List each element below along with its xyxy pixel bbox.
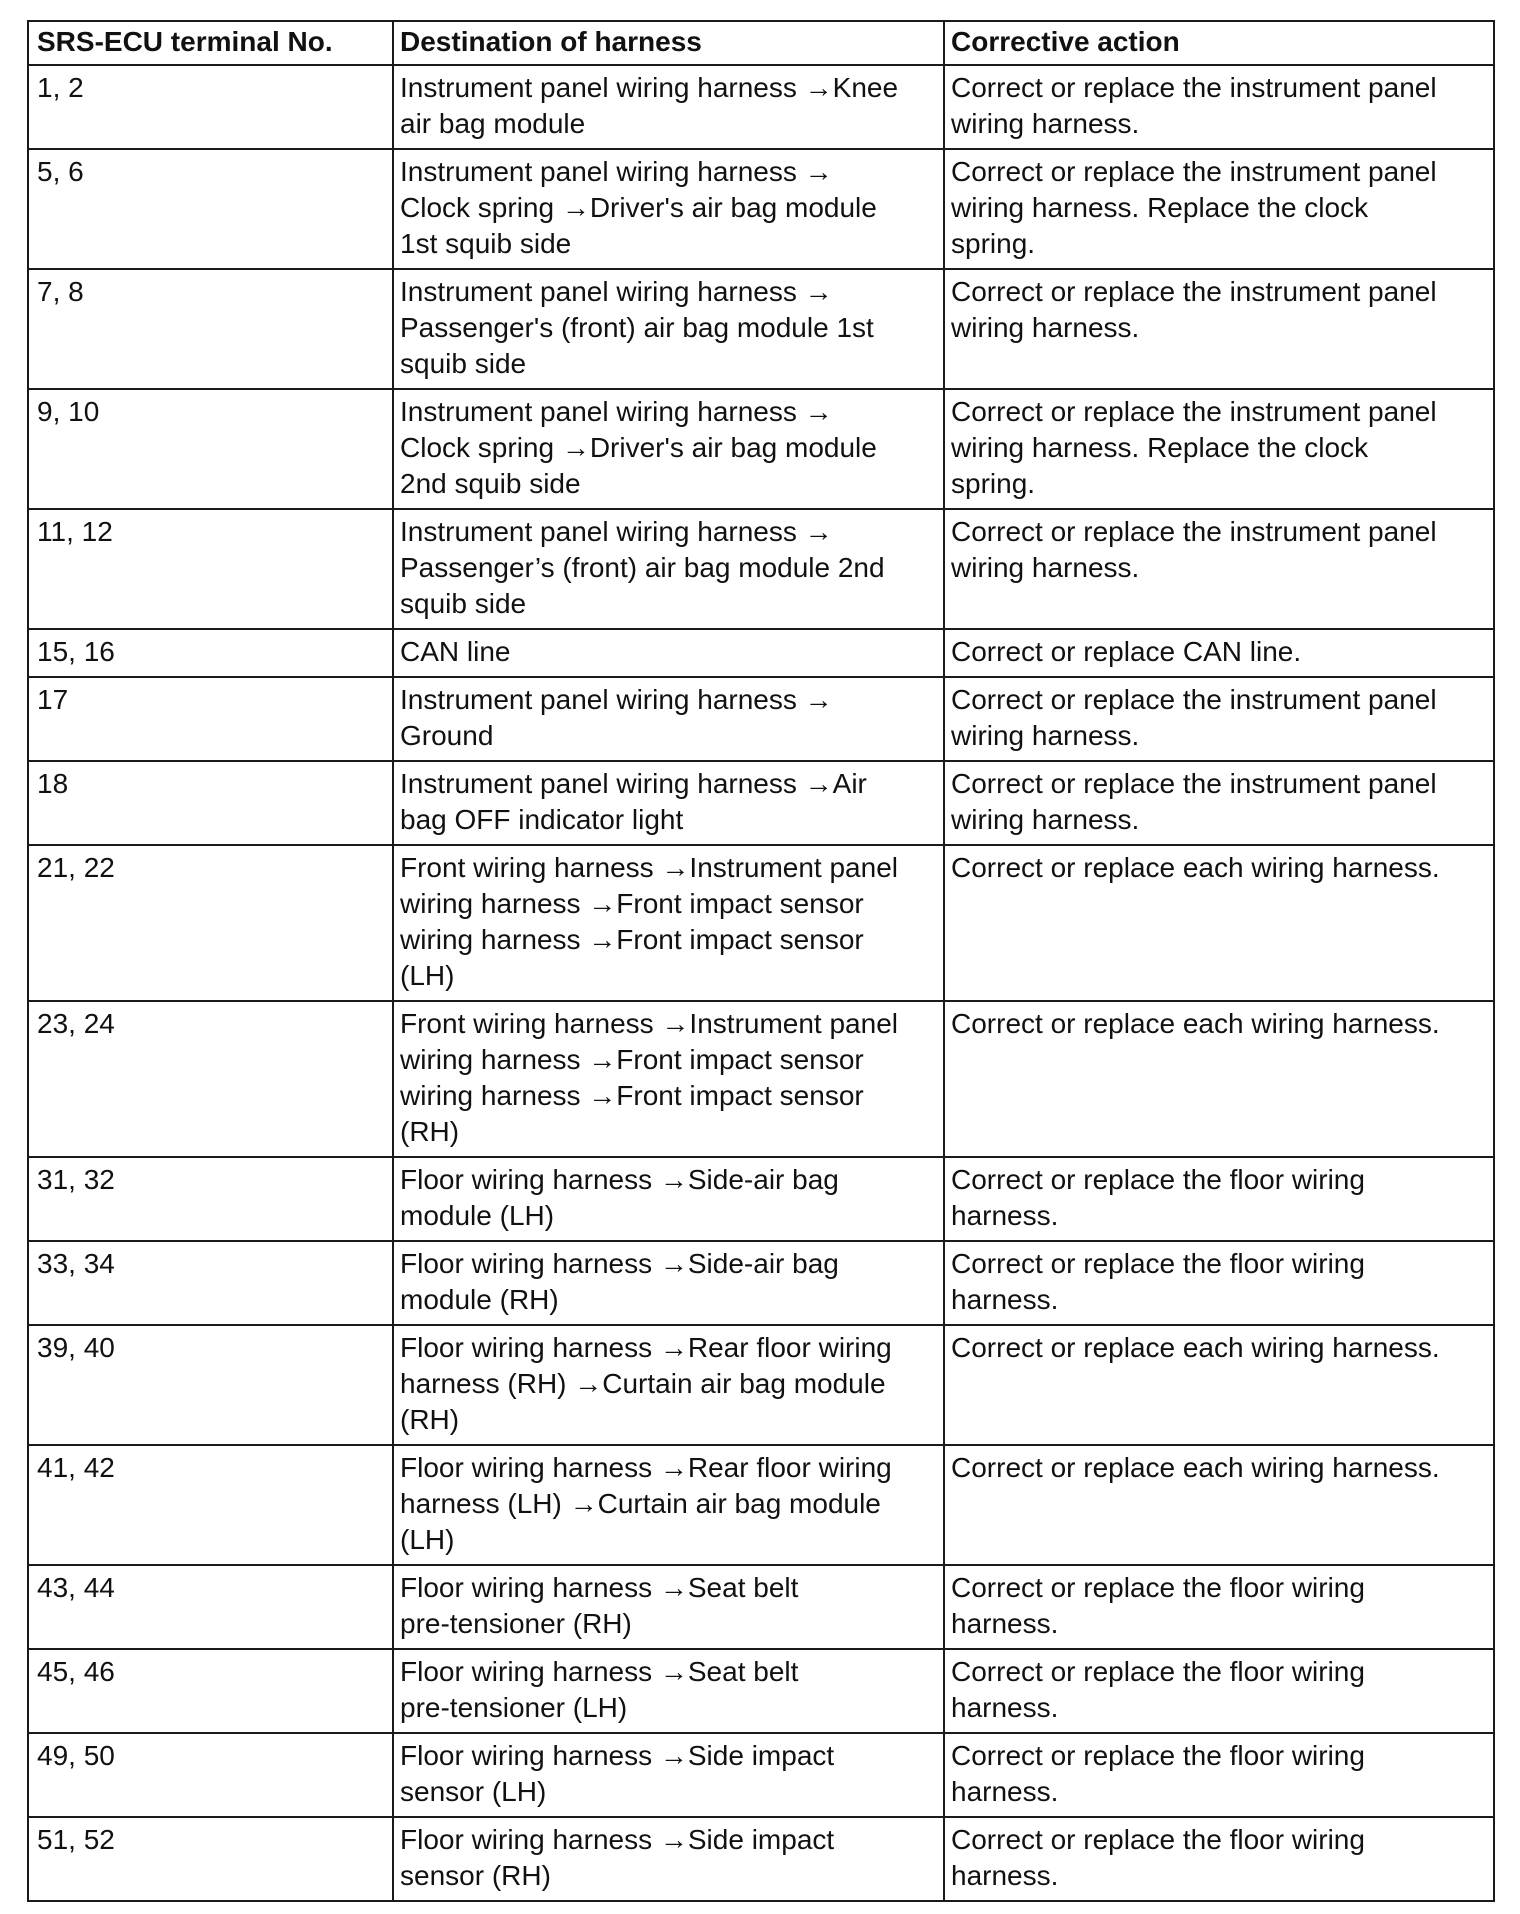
corrective-action-line: spring. (951, 468, 1036, 499)
destination-cell (393, 389, 944, 509)
corrective-action-cell (944, 1649, 1494, 1733)
corrective-action-cell (944, 629, 1494, 677)
destination-line: Floor wiring harness →Side-air bag (400, 1248, 839, 1279)
table-row (28, 1325, 1494, 1445)
destination-cell (393, 1817, 944, 1901)
destination-cell (393, 845, 944, 1001)
destination-line: (RH) (400, 1404, 460, 1435)
destination-line: Instrument panel wiring harness → (400, 516, 833, 547)
corrective-action-cell (944, 149, 1494, 269)
destination-line: Instrument panel wiring harness →Knee (400, 72, 899, 103)
terminal-cell: 17 (28, 677, 393, 761)
corrective-action-line: Correct or replace the floor wiring (951, 1164, 1365, 1195)
terminal-cell: 9, 10 (28, 389, 393, 509)
corrective-action-cell (944, 677, 1494, 761)
corrective-action-cell (944, 509, 1494, 629)
corrective-action-line: wiring harness. (951, 552, 1140, 583)
table-row (28, 1241, 1494, 1325)
corrective-action-line: Correct or replace the instrument panel (951, 396, 1437, 427)
corrective-action-line: Correct or replace the floor wiring (951, 1248, 1365, 1279)
corrective-action-line: harness. (951, 1692, 1059, 1723)
terminal-cell: 23, 24 (28, 1001, 393, 1157)
destination-line: module (LH) (400, 1200, 555, 1231)
corrective-action-cell (944, 1817, 1494, 1901)
destination-line: bag OFF indicator light (400, 804, 684, 835)
header-corrective-action: Corrective action (944, 21, 1494, 65)
destination-line: pre-tensioner (LH) (400, 1692, 628, 1723)
terminal-cell: 39, 40 (28, 1325, 393, 1445)
terminal-cell: 18 (28, 761, 393, 845)
corrective-action-line: Correct or replace the floor wiring (951, 1740, 1365, 1771)
header-destination: Destination of harness (393, 21, 944, 65)
destination-line: harness (RH) →Curtain air bag module (400, 1368, 886, 1399)
corrective-action-line: wiring harness. (951, 108, 1140, 139)
destination-line: Instrument panel wiring harness →Air (400, 768, 867, 799)
corrective-action-line: Correct or replace the instrument panel (951, 684, 1437, 715)
destination-line: wiring harness →Front impact sensor (400, 1044, 864, 1075)
corrective-action-line: harness. (951, 1860, 1059, 1891)
table-row (28, 1565, 1494, 1649)
destination-line: squib side (400, 588, 527, 619)
table-row (28, 509, 1494, 629)
destination-line: (LH) (400, 960, 455, 991)
corrective-action-line: wiring harness. (951, 720, 1140, 751)
table-row (28, 65, 1494, 149)
destination-line: Clock spring →Driver's air bag module (400, 432, 877, 463)
corrective-action-line: Correct or replace each wiring harness. (951, 1452, 1440, 1483)
destination-line: (RH) (400, 1116, 460, 1147)
header-row (28, 21, 1494, 65)
terminal-cell: 21, 22 (28, 845, 393, 1001)
destination-line: Floor wiring harness →Rear floor wiring (400, 1452, 892, 1483)
corrective-action-line: Correct or replace CAN line. (951, 636, 1302, 667)
destination-line: squib side (400, 348, 527, 379)
corrective-action-line: wiring harness. Replace the clock (951, 432, 1369, 463)
corrective-action-line: wiring harness. (951, 804, 1140, 835)
destination-line: Instrument panel wiring harness → (400, 156, 833, 187)
corrective-action-line: harness. (951, 1776, 1059, 1807)
destination-line: Passenger's (front) air bag module 1st (400, 312, 874, 343)
corrective-action-cell (944, 845, 1494, 1001)
corrective-action-cell (944, 269, 1494, 389)
corrective-action-cell (944, 1733, 1494, 1817)
harness-table (27, 20, 1495, 1902)
destination-cell (393, 509, 944, 629)
destination-line: Instrument panel wiring harness → (400, 684, 833, 715)
table-row (28, 1649, 1494, 1733)
destination-line: Floor wiring harness →Side-air bag (400, 1164, 839, 1195)
corrective-action-line: Correct or replace the instrument panel (951, 156, 1437, 187)
corrective-action-line: spring. (951, 228, 1036, 259)
destination-line: Instrument panel wiring harness → (400, 276, 833, 307)
destination-cell (393, 1649, 944, 1733)
destination-cell (393, 1445, 944, 1565)
corrective-action-line: harness. (951, 1284, 1059, 1315)
corrective-action-cell (944, 1445, 1494, 1565)
table-row (28, 629, 1494, 677)
destination-cell (393, 1157, 944, 1241)
table-row (28, 1445, 1494, 1565)
destination-line: 1st squib side (400, 228, 572, 259)
terminal-cell: 11, 12 (28, 509, 393, 629)
corrective-action-line: Correct or replace the floor wiring (951, 1656, 1365, 1687)
destination-line: wiring harness →Front impact sensor (400, 888, 864, 919)
destination-line: Floor wiring harness →Side impact (400, 1824, 835, 1855)
destination-cell (393, 269, 944, 389)
table-row (28, 389, 1494, 509)
destination-cell (393, 677, 944, 761)
destination-cell (393, 1241, 944, 1325)
terminal-cell: 45, 46 (28, 1649, 393, 1733)
destination-line: Instrument panel wiring harness → (400, 396, 833, 427)
destination-cell (393, 1001, 944, 1157)
corrective-action-line: Correct or replace the floor wiring (951, 1572, 1365, 1603)
table-row (28, 761, 1494, 845)
terminal-cell: 1, 2 (28, 65, 393, 149)
table-body (28, 65, 1494, 1901)
destination-line: Floor wiring harness →Seat belt (400, 1572, 799, 1603)
destination-cell (393, 149, 944, 269)
destination-line: 2nd squib side (400, 468, 581, 499)
table-row (28, 149, 1494, 269)
destination-line: Floor wiring harness →Seat belt (400, 1656, 799, 1687)
destination-line: Front wiring harness →Instrument panel (400, 852, 898, 883)
terminal-cell: 7, 8 (28, 269, 393, 389)
destination-cell (393, 761, 944, 845)
corrective-action-line: harness. (951, 1200, 1059, 1231)
table-row (28, 1157, 1494, 1241)
corrective-action-line: Correct or replace each wiring harness. (951, 852, 1440, 883)
corrective-action-line: Correct or replace the instrument panel (951, 72, 1437, 103)
destination-cell (393, 1565, 944, 1649)
destination-line: Floor wiring harness →Side impact (400, 1740, 835, 1771)
destination-line: Front wiring harness →Instrument panel (400, 1008, 898, 1039)
header-terminal: SRS-ECU terminal No. (28, 21, 393, 65)
corrective-action-cell (944, 1001, 1494, 1157)
table-header (28, 21, 1494, 65)
destination-line: (LH) (400, 1524, 455, 1555)
destination-line: Clock spring →Driver's air bag module (400, 192, 877, 223)
corrective-action-line: Correct or replace the instrument panel (951, 516, 1437, 547)
corrective-action-cell (944, 1157, 1494, 1241)
corrective-action-line: Correct or replace each wiring harness. (951, 1332, 1440, 1363)
terminal-cell: 41, 42 (28, 1445, 393, 1565)
destination-line: air bag module (400, 108, 586, 139)
corrective-action-line: Correct or replace the instrument panel (951, 276, 1437, 307)
table-row (28, 1733, 1494, 1817)
table-row (28, 677, 1494, 761)
destination-line: pre-tensioner (RH) (400, 1608, 632, 1639)
terminal-cell: 33, 34 (28, 1241, 393, 1325)
table-row (28, 1817, 1494, 1901)
table-row (28, 269, 1494, 389)
corrective-action-cell (944, 1325, 1494, 1445)
corrective-action-line: Correct or replace the instrument panel (951, 768, 1437, 799)
destination-line: wiring harness →Front impact sensor (400, 1080, 864, 1111)
table-row (28, 845, 1494, 1001)
corrective-action-line: harness. (951, 1608, 1059, 1639)
destination-line: Ground (400, 720, 494, 751)
destination-line: CAN line (400, 636, 511, 667)
corrective-action-cell (944, 761, 1494, 845)
destination-line: module (RH) (400, 1284, 559, 1315)
corrective-action-cell (944, 389, 1494, 509)
terminal-cell: 31, 32 (28, 1157, 393, 1241)
destination-line: harness (LH) →Curtain air bag module (400, 1488, 881, 1519)
corrective-action-line: wiring harness. (951, 312, 1140, 343)
destination-line: Passenger’s (front) air bag module 2nd (400, 552, 885, 583)
destination-line: sensor (LH) (400, 1776, 547, 1807)
table-row (28, 1001, 1494, 1157)
terminal-cell: 51, 52 (28, 1817, 393, 1901)
destination-line: Floor wiring harness →Rear floor wiring (400, 1332, 892, 1363)
destination-cell (393, 1733, 944, 1817)
destination-cell (393, 1325, 944, 1445)
destination-line: sensor (RH) (400, 1860, 551, 1891)
corrective-action-line: wiring harness. Replace the clock (951, 192, 1369, 223)
corrective-action-cell (944, 65, 1494, 149)
terminal-cell: 15, 16 (28, 629, 393, 677)
corrective-action-cell (944, 1241, 1494, 1325)
corrective-action-cell (944, 1565, 1494, 1649)
destination-line: wiring harness →Front impact sensor (400, 924, 864, 955)
corrective-action-line: Correct or replace each wiring harness. (951, 1008, 1440, 1039)
destination-cell (393, 629, 944, 677)
terminal-cell: 43, 44 (28, 1565, 393, 1649)
terminal-cell: 5, 6 (28, 149, 393, 269)
destination-cell (393, 65, 944, 149)
corrective-action-line: Correct or replace the floor wiring (951, 1824, 1365, 1855)
terminal-cell: 49, 50 (28, 1733, 393, 1817)
